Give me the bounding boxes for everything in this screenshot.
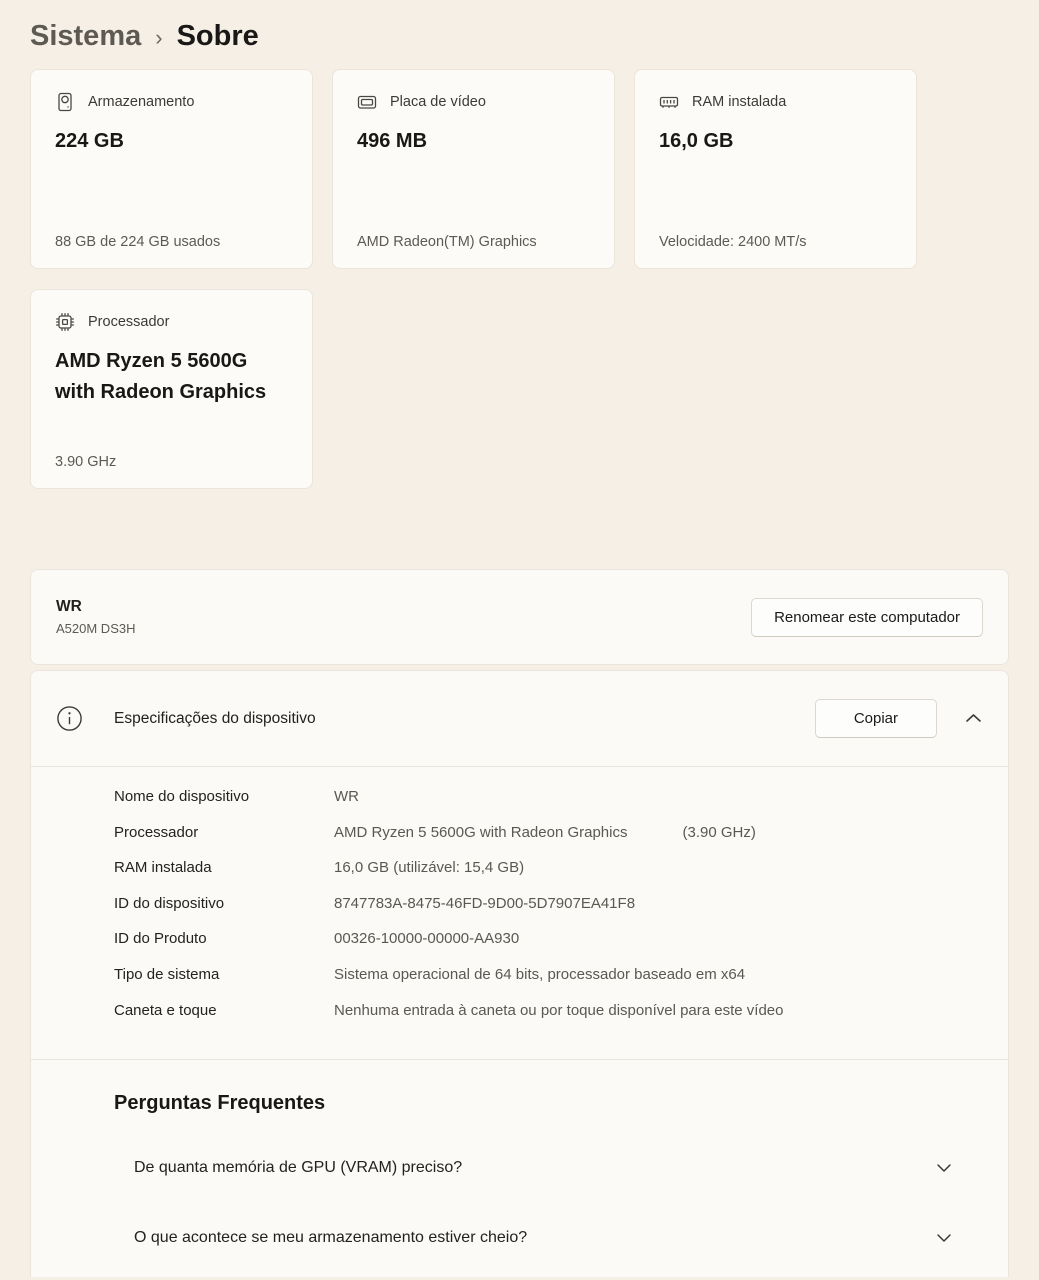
summary-cards-row-1 [30, 69, 1009, 269]
ram-card-value: 16,0 GB [659, 130, 734, 152]
spec-table [31, 767, 1008, 1059]
spec-value: AMD Ryzen 5 5600G with Radeon Graphics [334, 823, 628, 841]
processor-card [30, 289, 313, 489]
gpu-card-label: Placa de vídeo [390, 94, 486, 110]
chevron-down-icon[interactable] [935, 1231, 953, 1245]
spec-row-pen-touch [114, 1002, 983, 1038]
rename-computer-button[interactable]: Renomear este computador [751, 598, 983, 637]
device-model: A520M DS3H [56, 621, 136, 636]
hard-drive-icon [55, 92, 75, 112]
spec-label: ID do Produto [114, 930, 207, 948]
storage-card-header [55, 92, 288, 112]
spec-label: Nome do dispositivo [114, 788, 250, 805]
processor-card-header [55, 312, 288, 332]
divider [31, 1059, 1008, 1060]
device-names [56, 598, 135, 636]
spec-extra: (3.90 GHz) [682, 823, 756, 841]
processor-card-detail: 3.90 GHz [55, 454, 117, 470]
spec-label: Tipo de sistema [114, 965, 220, 983]
spec-label: ID do dispositivo [114, 894, 225, 912]
faq-item-storage-full[interactable] [114, 1229, 983, 1247]
spec-row-system-type [114, 966, 983, 1002]
spec-value: 8747783A-8475-46FD-9D00-5D7907EA41F8 [334, 894, 636, 912]
faq-title: Perguntas Frequentes [114, 1092, 326, 1115]
storage-card-detail: 88 GB de 224 GB usados [55, 234, 221, 250]
ram-card [634, 69, 917, 269]
chevron-down-icon[interactable] [935, 1161, 953, 1175]
faq-question: De quanta memória de GPU (VRAM) preciso? [134, 1159, 463, 1177]
device-specifications-card [30, 670, 1009, 1277]
gpu-card-header [357, 92, 590, 112]
spec-label: Processador [114, 823, 199, 841]
spec-value: WR [334, 788, 359, 805]
spec-row-device-name [114, 788, 983, 824]
chevron-up-icon[interactable] [964, 710, 983, 727]
faq-section [31, 1092, 1008, 1277]
breadcrumb-sobre: Sobre [176, 20, 259, 52]
spec-label: RAM instalada [114, 859, 212, 877]
breadcrumb [30, 20, 1009, 53]
device-specifications-title: Especificações do dispositivo [114, 709, 316, 727]
storage-card [30, 69, 313, 269]
spec-value: Nenhuma entrada à caneta ou por toque disponível para este vídeo [334, 1001, 784, 1019]
spec-value: Sistema operacional de 64 bits, processador baseado em x64 [334, 965, 746, 983]
spec-row-processor [114, 824, 983, 860]
spec-value: 16,0 GB (utilizável: 15,4 GB) [334, 859, 525, 877]
chevron-right-icon: › [155, 24, 163, 50]
gpu-card [332, 69, 615, 269]
faq-question: O que acontece se meu armazenamento estiver cheio? [134, 1229, 528, 1247]
info-icon [56, 705, 83, 732]
spec-row-product-id [114, 930, 983, 966]
gpu-icon [357, 92, 377, 112]
device-specifications-header[interactable] [31, 671, 1008, 766]
ram-card-label: RAM instalada [692, 94, 787, 110]
device-name: WR [56, 598, 82, 615]
summary-cards-row-2 [30, 289, 1009, 489]
ram-card-detail: Velocidade: 2400 MT/s [659, 234, 807, 250]
ram-icon [659, 92, 679, 112]
faq-item-vram[interactable] [114, 1159, 983, 1177]
copy-button[interactable]: Copiar [815, 699, 937, 738]
spec-row-ram [114, 859, 983, 895]
ram-card-header [659, 92, 892, 112]
breadcrumb-sistema[interactable]: Sistema [30, 20, 142, 52]
device-name-card [30, 569, 1009, 665]
processor-card-label: Processador [88, 314, 170, 330]
spec-value: 00326-10000-00000-AA930 [334, 930, 520, 948]
settings-about-page [0, 20, 1039, 1277]
gpu-card-value: 496 MB [357, 130, 428, 152]
storage-card-value: 224 GB [55, 130, 124, 152]
spec-label: Caneta e toque [114, 1001, 217, 1019]
gpu-card-detail: AMD Radeon(TM) Graphics [357, 234, 537, 250]
storage-card-label: Armazenamento [88, 94, 195, 110]
spec-row-device-id [114, 895, 983, 931]
processor-card-value: AMD Ryzen 5 5600G with Radeon Graphics [55, 350, 267, 403]
cpu-icon [55, 312, 75, 332]
